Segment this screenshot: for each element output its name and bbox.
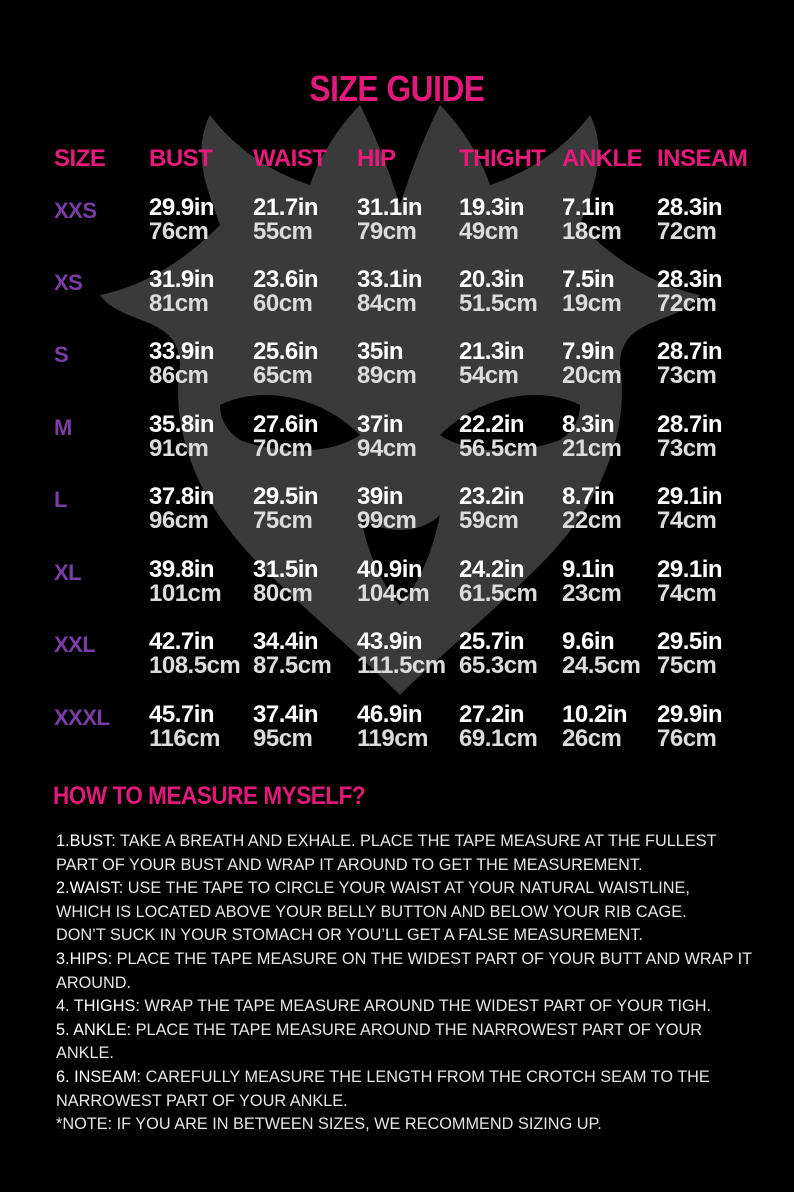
measurement-cell: [562, 196, 621, 244]
centimeters-value: 79cm: [357, 218, 417, 245]
inches-value: 37in: [357, 411, 404, 438]
centimeters-value: 108.5cm: [149, 652, 241, 679]
inches-value: 21.7in: [253, 194, 319, 221]
instruction-text: *NOTE: IF YOU ARE IN BETWEEN SIZES, WE RECOMMEND SIZING UP.: [56, 1115, 602, 1134]
centimeters-value: 49cm: [459, 218, 519, 245]
centimeters-value: 104cm: [357, 580, 430, 607]
measurement-cell: [562, 485, 621, 533]
centimeters-value: 70cm: [253, 435, 313, 462]
inches-value: 28.3in: [657, 194, 723, 221]
measurement-cell: [357, 558, 429, 606]
column-header-hip: HIP: [357, 145, 396, 172]
size-label-xl: XL: [54, 560, 82, 585]
size-label-xxxl: XXXL: [54, 705, 110, 730]
column-header-ankle: ANKLE: [562, 145, 643, 172]
measurement-cell: [357, 703, 428, 751]
centimeters-value: 69.1cm: [459, 725, 538, 752]
inches-value: 28.3in: [657, 266, 723, 293]
measurement-cell: [657, 196, 722, 244]
instruction-item: [56, 877, 756, 948]
centimeters-value: 24.5cm: [562, 652, 641, 679]
centimeters-value: 84cm: [357, 290, 417, 317]
measurement-cell: [253, 196, 318, 244]
instruction-key: 5. ANKLE: [56, 1020, 127, 1039]
centimeters-value: 61.5cm: [459, 580, 538, 607]
measurement-cell: [253, 703, 318, 751]
centimeters-value: 20cm: [562, 362, 622, 389]
column-header-size: SIZE: [54, 145, 106, 172]
inches-value: 37.4in: [253, 701, 319, 728]
centimeters-value: 80cm: [253, 580, 313, 607]
centimeters-value: 116cm: [149, 725, 220, 752]
inches-value: 31.5in: [253, 556, 319, 583]
inches-value: 7.5in: [562, 266, 615, 293]
measurement-cell: [657, 268, 722, 316]
measurement-cell: [253, 485, 318, 533]
centimeters-value: 101cm: [149, 580, 222, 607]
inches-value: 10.2in: [562, 701, 628, 728]
measurement-cell: [357, 340, 416, 388]
instruction-text: : TAKE A BREATH AND EXHALE. PLACE THE TAPE MEASURE AT THE FULLEST PART OF YOUR BUST AND WRAP IT AROUND TO GET THE MEASUREMENT.: [56, 832, 717, 874]
measurement-cell: [149, 485, 214, 533]
inches-value: 23.2in: [459, 483, 525, 510]
measurement-cell: [562, 630, 640, 678]
inches-value: 28.7in: [657, 338, 723, 365]
inches-value: 45.7in: [149, 701, 215, 728]
inches-value: 28.7in: [657, 411, 723, 438]
inches-value: 29.1in: [657, 556, 723, 583]
measurement-cell: [459, 340, 524, 388]
centimeters-value: 65.3cm: [459, 652, 538, 679]
size-label-xxl: XXL: [54, 632, 96, 657]
measurement-cell: [657, 703, 722, 751]
instruction-text: : USE THE TAPE TO CIRCLE YOUR WAIST AT YOUR NATURAL WAISTLINE, WHICH IS LOCATED ABOVE YOUR BELLY BUTTON AND BELOW YOUR RIB CAGE. DON’T SUCK IN YOUR STOMACH OR YOU’LL GET A FALSE MEASUREMENT.: [56, 879, 690, 945]
centimeters-value: 26cm: [562, 725, 622, 752]
inches-value: 42.7in: [149, 628, 215, 655]
inches-value: 37.8in: [149, 483, 215, 510]
centimeters-value: 81cm: [149, 290, 209, 317]
instruction-item: [56, 1113, 756, 1137]
measurement-cell: [357, 630, 446, 678]
centimeters-value: 19cm: [562, 290, 622, 317]
instruction-key: 3.HIPS: [56, 949, 108, 968]
inches-value: 21.3in: [459, 338, 525, 365]
inches-value: 43.9in: [357, 628, 423, 655]
instruction-key: 2.WAIST: [56, 879, 119, 898]
inches-value: 33.1in: [357, 266, 423, 293]
inches-value: 40.9in: [357, 556, 423, 583]
inches-value: 39in: [357, 483, 404, 510]
size-label-l: L: [54, 487, 67, 512]
measurement-cell: [253, 268, 318, 316]
measurement-cell: [459, 268, 537, 316]
centimeters-value: 59cm: [459, 507, 519, 534]
inches-value: 31.1in: [357, 194, 423, 221]
centimeters-value: 87.5cm: [253, 652, 332, 679]
inches-value: 29.5in: [253, 483, 319, 510]
inches-value: 27.6in: [253, 411, 319, 438]
inches-value: 8.7in: [562, 483, 615, 510]
measurement-cell: [657, 413, 722, 461]
measurement-cell: [357, 268, 422, 316]
measurement-cell: [459, 630, 537, 678]
measurement-cell: [562, 413, 621, 461]
measurement-cell: [253, 340, 318, 388]
centimeters-value: 75cm: [253, 507, 313, 534]
instruction-key: 4. THIGHS: [56, 997, 136, 1016]
measurement-cell: [149, 196, 214, 244]
centimeters-value: 119cm: [357, 725, 428, 752]
measurement-cell: [657, 340, 722, 388]
instruction-item: [56, 1066, 756, 1113]
inches-value: 23.6in: [253, 266, 319, 293]
centimeters-value: 73cm: [657, 362, 717, 389]
measurement-cell: [562, 268, 621, 316]
inches-value: 22.2in: [459, 411, 525, 438]
centimeters-value: 60cm: [253, 290, 313, 317]
measurement-cell: [253, 630, 331, 678]
measurement-cell: [149, 630, 240, 678]
centimeters-value: 89cm: [357, 362, 417, 389]
measurement-cell: [657, 485, 722, 533]
size-label-xxs: XXS: [54, 198, 97, 223]
inches-value: 29.9in: [657, 701, 723, 728]
instruction-item: [56, 1019, 756, 1066]
inches-value: 9.6in: [562, 628, 615, 655]
inches-value: 19.3in: [459, 194, 525, 221]
instruction-key: 6. INSEAM: [56, 1067, 137, 1086]
centimeters-value: 75cm: [657, 652, 717, 679]
centimeters-value: 55cm: [253, 218, 313, 245]
measurement-cell: [657, 630, 722, 678]
measurement-cell: [562, 703, 627, 751]
size-label-m: M: [54, 415, 72, 440]
inches-value: 7.9in: [562, 338, 615, 365]
measure-instructions: [56, 830, 756, 1137]
centimeters-value: 111.5cm: [357, 652, 446, 679]
measurement-cell: [459, 558, 537, 606]
size-label-xs: XS: [54, 270, 83, 295]
measurement-cell: [562, 558, 621, 606]
measurement-cell: [459, 703, 537, 751]
column-header-thight: THIGHT: [459, 145, 546, 172]
centimeters-value: 91cm: [149, 435, 209, 462]
instruction-key: 1.BUST: [56, 832, 112, 850]
column-header-inseam: INSEAM: [657, 145, 748, 172]
centimeters-value: 96cm: [149, 507, 209, 534]
centimeters-value: 18cm: [562, 218, 622, 245]
instruction-text: : WRAP THE TAPE MEASURE AROUND THE WIDEST PART OF YOUR TIGH.: [135, 997, 712, 1016]
centimeters-value: 72cm: [657, 290, 717, 317]
instruction-item: [56, 830, 756, 877]
instruction-item: [56, 948, 756, 995]
centimeters-value: 54cm: [459, 362, 519, 389]
inches-value: 35.8in: [149, 411, 215, 438]
size-label-s: S: [54, 342, 69, 367]
inches-value: 29.1in: [657, 483, 723, 510]
measurement-cell: [357, 196, 422, 244]
centimeters-value: 51.5cm: [459, 290, 538, 317]
inches-value: 35in: [357, 338, 404, 365]
centimeters-value: 76cm: [149, 218, 209, 245]
inches-value: 29.9in: [149, 194, 215, 221]
measurement-cell: [657, 558, 722, 606]
measurement-cell: [149, 340, 214, 388]
centimeters-value: 73cm: [657, 435, 717, 462]
inches-value: 34.4in: [253, 628, 319, 655]
page-title: SIZE GUIDE: [309, 68, 485, 109]
measurement-cell: [459, 413, 537, 461]
instruction-text: : PLACE THE TAPE MEASURE ON THE WIDEST PART OF YOUR BUTT AND WRAP IT AROUND.: [56, 949, 752, 992]
inches-value: 29.5in: [657, 628, 723, 655]
how-to-measure-heading: HOW TO MEASURE MYSELF?: [53, 782, 366, 810]
inches-value: 7.1in: [562, 194, 615, 221]
instruction-text: : CAREFULLY MEASURE THE LENGTH FROM THE CROTCH SEAM TO THE NARROWEST PART OF YOUR ANKLE.: [56, 1067, 710, 1110]
measurement-cell: [149, 413, 214, 461]
measurement-cell: [253, 413, 318, 461]
centimeters-value: 23cm: [562, 580, 622, 607]
inches-value: 9.1in: [562, 556, 615, 583]
centimeters-value: 65cm: [253, 362, 313, 389]
inches-value: 31.9in: [149, 266, 215, 293]
inches-value: 24.2in: [459, 556, 525, 583]
centimeters-value: 99cm: [357, 507, 417, 534]
centimeters-value: 22cm: [562, 507, 622, 534]
centimeters-value: 56.5cm: [459, 435, 538, 462]
instruction-text: : PLACE THE TAPE MEASURE AROUND THE NARROWEST PART OF YOUR ANKLE.: [56, 1020, 702, 1063]
inches-value: 8.3in: [562, 411, 615, 438]
column-header-bust: BUST: [149, 145, 213, 172]
measurement-cell: [562, 340, 621, 388]
instruction-item: [56, 995, 756, 1019]
measurement-cell: [459, 485, 524, 533]
measurement-cell: [149, 558, 221, 606]
inches-value: 46.9in: [357, 701, 423, 728]
inches-value: 27.2in: [459, 701, 525, 728]
centimeters-value: 76cm: [657, 725, 717, 752]
inches-value: 39.8in: [149, 556, 215, 583]
centimeters-value: 94cm: [357, 435, 417, 462]
inches-value: 20.3in: [459, 266, 525, 293]
inches-value: 33.9in: [149, 338, 215, 365]
centimeters-value: 74cm: [657, 580, 717, 607]
inches-value: 25.7in: [459, 628, 525, 655]
measurement-cell: [149, 268, 214, 316]
measurement-cell: [253, 558, 318, 606]
measurement-cell: [149, 703, 220, 751]
centimeters-value: 21cm: [562, 435, 622, 462]
measurement-cell: [357, 485, 416, 533]
column-header-waist: WAIST: [253, 145, 327, 172]
centimeters-value: 95cm: [253, 725, 313, 752]
measurement-cell: [459, 196, 524, 244]
centimeters-value: 74cm: [657, 507, 717, 534]
centimeters-value: 72cm: [657, 218, 717, 245]
inches-value: 25.6in: [253, 338, 319, 365]
measurement-cell: [357, 413, 416, 461]
centimeters-value: 86cm: [149, 362, 209, 389]
